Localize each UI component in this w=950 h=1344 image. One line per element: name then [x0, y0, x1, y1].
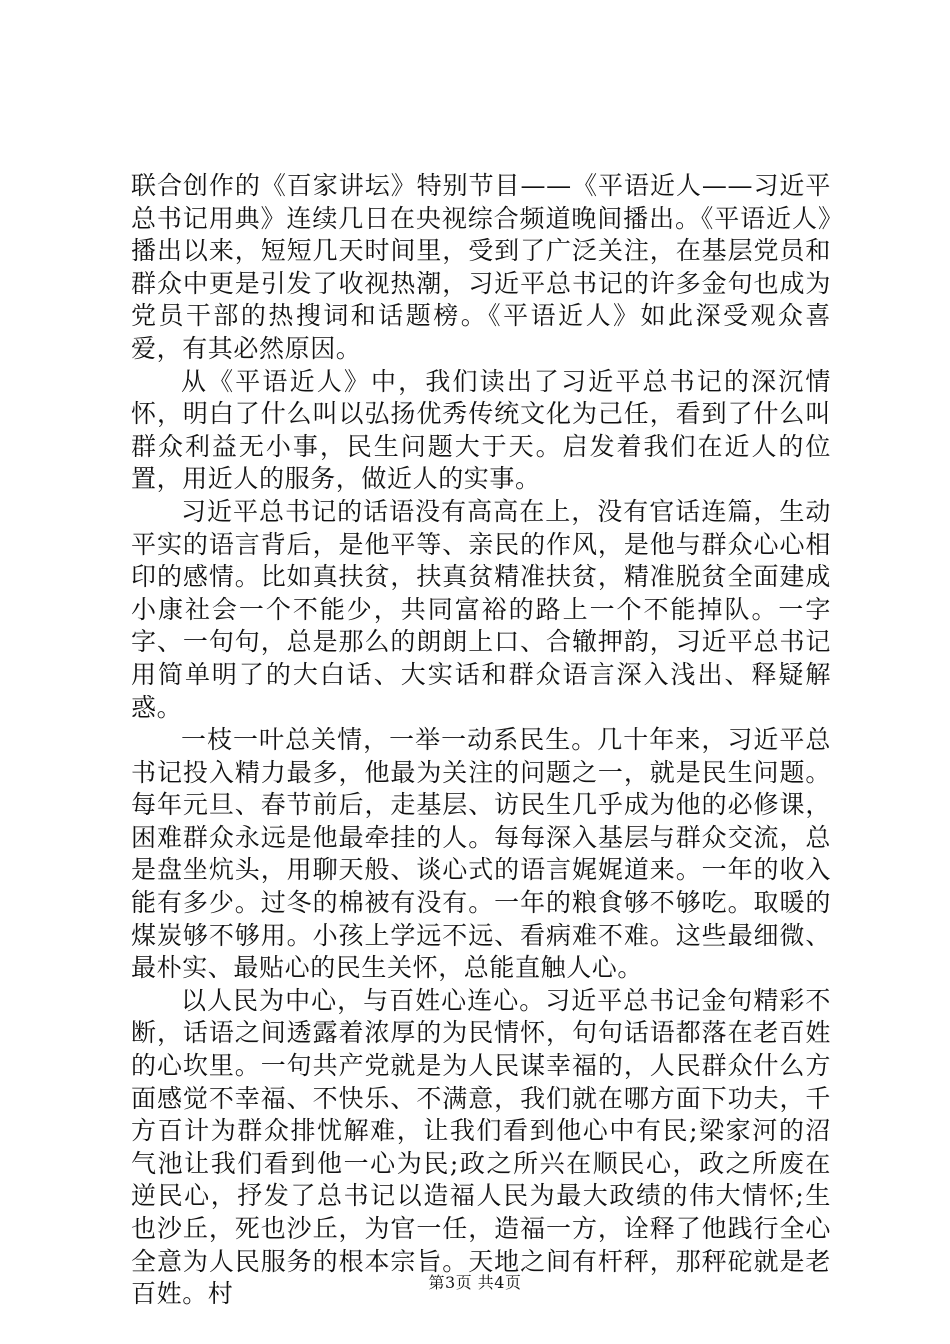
- paragraph: 习近平总书记的话语没有高高在上，没有官话连篇，生动平实的语言背后，是他平等、亲民的作风，是他与群众心心相印的感情。比如真扶贫，扶真贫精准扶贫，精准脱贫全面建成小康社会一个不能少，共同富裕的路上一个不能掉队。一字字、一句句，总是那么的朗朗上口、合辙押韵，习近平总书记用简单明了的大白话、大实话和群众语言深入浅出、释疑解惑。: [131, 496, 831, 722]
- paragraph: 从《平语近人》中，我们读出了习近平总书记的深沉情怀，明白了什么叫以弘扬优秀传统文化为己任，看到了什么叫群众利益无小事，民生问题大于天。启发着我们在近人的位置，用近人的服务，做近人的实事。: [131, 366, 831, 494]
- paragraph: 一枝一叶总关情，一举一动系民生。几十年来，习近平总书记投入精力最多，他最为关注的问题之一，就是民生问题。每年元旦、春节前后，走基层、访民生几乎成为他的必修课，困难群众永远是他最牵挂的人。每每深入基层与群众交流，总是盘坐炕头，用聊天般、谈心式的语言娓娓道来。一年的收入能有多少。过冬的棉被有没有。一年的粮食够不够吃。取暖的煤炭够不够用。小孩上学远不远、看病难不难。这些最细微、最朴实、最贴心的民生关怀，总能直触人心。: [131, 725, 831, 983]
- paragraph: 以人民为中心，与百姓心连心。习近平总书记金句精彩不断，话语之间透露着浓厚的为民情怀，句句话语都落在老百姓的心坎里。一句共产党就是为人民谋幸福的，人民群众什么方面感觉不幸福、不快乐、不满意，我们就在哪方面下功夫，千方百计为群众排忧解难，让我们看到他心中有民;梁家河的沼气池让我们看到他一心为民;政之所兴在顺民心，政之所废在逆民心，抒发了总书记以造福人民为最大政绩的伟大情怀;生也沙丘，死也沙丘，为官一任，造福一方，诠释了他践行全心全意为人民服务的根本宗旨。天地之间有杆秤，那秤砣就是老百姓。村: [131, 985, 831, 1309]
- body-text: [131, 170, 831, 1311]
- paragraph: 联合创作的《百家讲坛》特别节目——《平语近人——习近平总书记用典》连续几日在央视综合频道晚间播出。《平语近人》播出以来，短短几天时间里，受到了广泛关注，在基层党员和群众中更是引发了收视热潮，习近平总书记的许多金句也成为党员干部的热搜词和话题榜。《平语近人》如此深受观众喜爱，有其必然原因。: [131, 171, 831, 363]
- page-number-footer: 第3页 共4页: [428, 1273, 522, 1292]
